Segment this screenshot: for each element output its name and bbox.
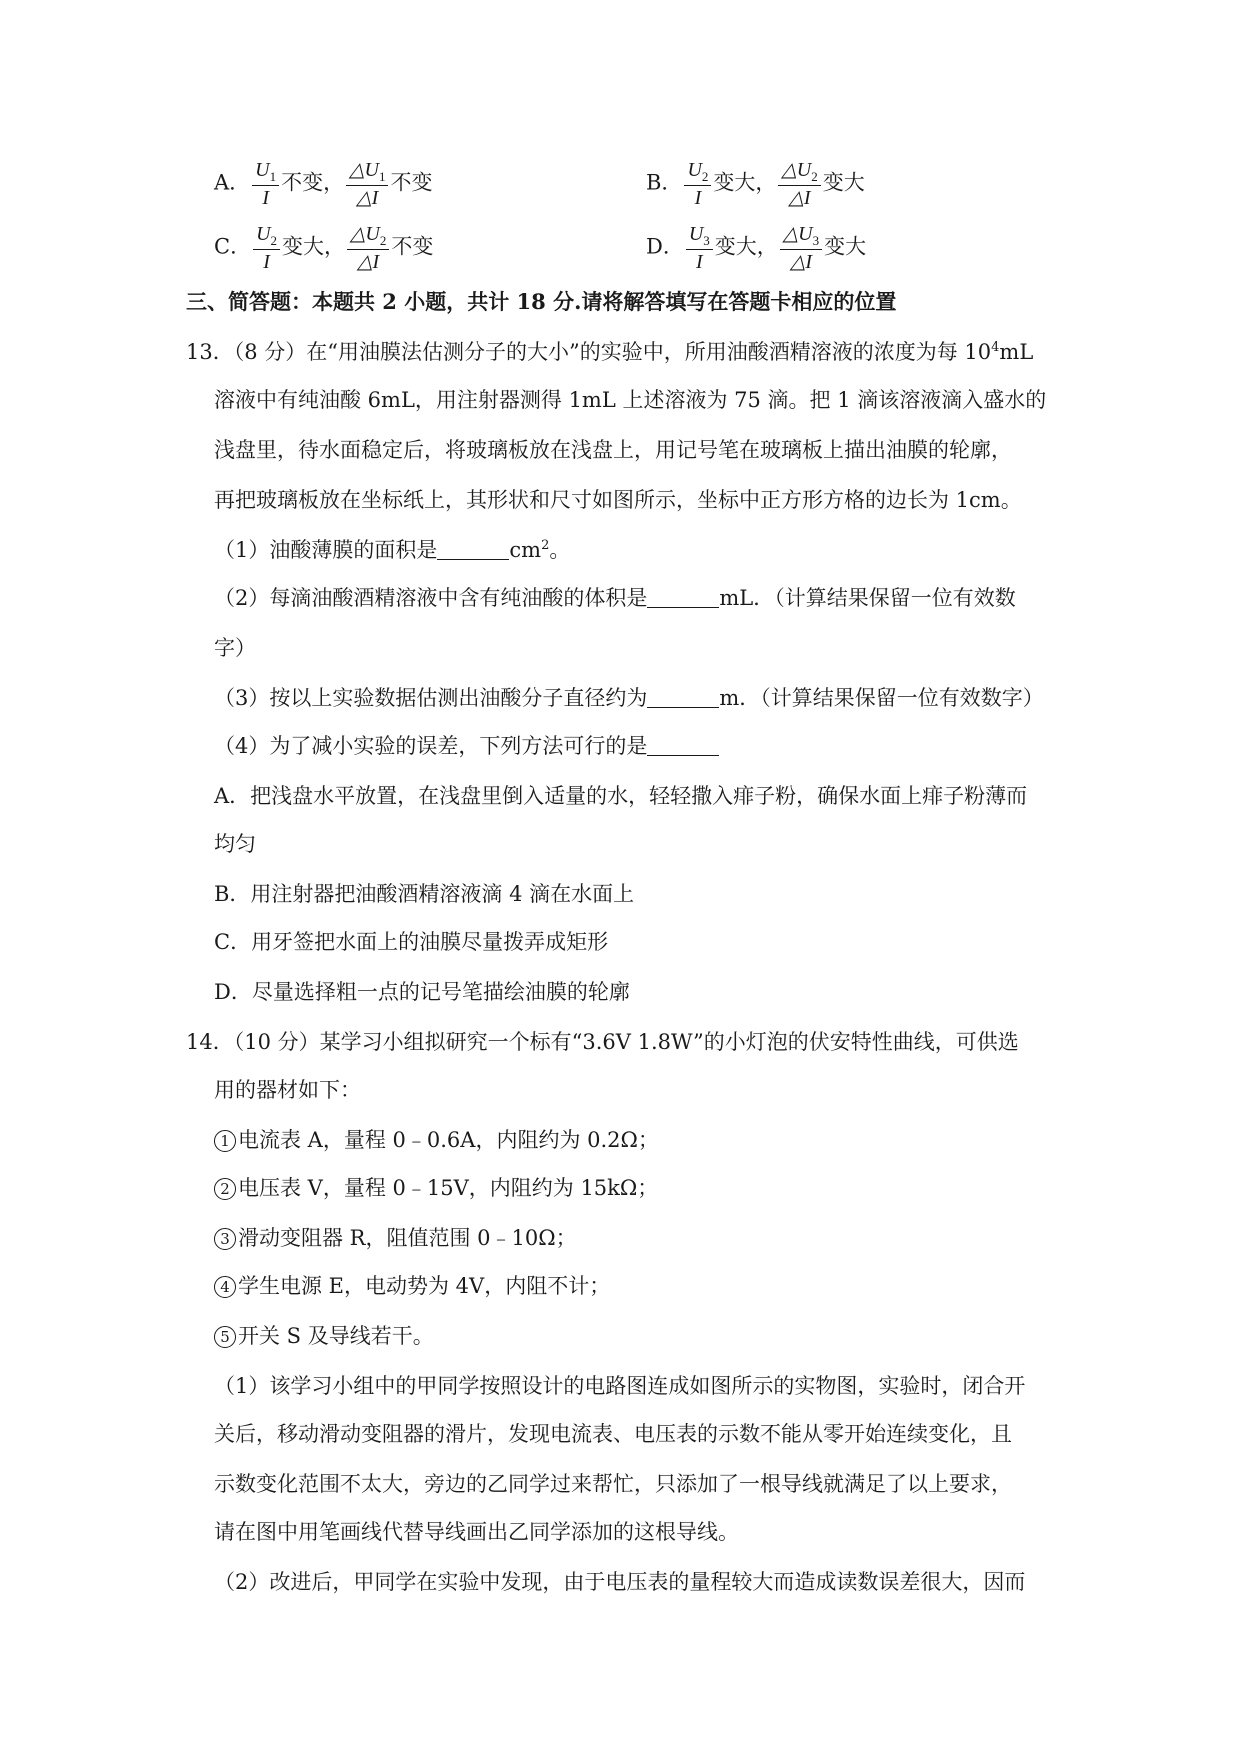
option-letter: D． xyxy=(646,234,684,259)
option-text: 变大， xyxy=(282,234,346,259)
circled-number: 3 xyxy=(214,1228,236,1250)
circled-number: 2 xyxy=(214,1178,236,1200)
section-heading: 三、简答题：本题共 2 小题，共计 18 分.请将解答填写在答题卡相应的位置 xyxy=(186,289,897,314)
fraction: $\frac{\triangle U_2}{\triangle I}$ xyxy=(778,160,820,208)
q13-part3: （3）按以上实验数据估测出油酸分子直径约为 m．（计算结果保留一位有效数字） xyxy=(214,686,1044,710)
q14-part1-line1: （1）该学习小组中的甲同学按照设计的电路图连成如图所示的实物图，实验时，闭合开 xyxy=(214,1374,1026,1398)
q14-part2-line1: （2）改进后，甲同学在实验中发现，由于电压表的量程较大而造成读数误差很大，因而 xyxy=(214,1570,1026,1594)
equipment-item: 2 电压表 V，量程 0﹣15V，内阻约为 15kΩ； xyxy=(214,1174,658,1202)
option-letter: A． xyxy=(214,170,251,195)
q13-part1: （1）油酸薄膜的面积是 $cm^2$。 xyxy=(214,538,571,562)
option-text: 变大 xyxy=(822,170,865,195)
option-a xyxy=(214,160,432,208)
answer-blank[interactable] xyxy=(647,735,719,756)
circled-number: 5 xyxy=(214,1326,236,1348)
q13-stem-line2: 溶液中有纯油酸 6mL，用注射器测得 1mL 上述溶液为 75 滴。把 1 滴该溶液滴入盛水的 xyxy=(214,388,1047,412)
fraction: $\frac{U_2}{I}$ xyxy=(684,160,711,208)
equipment-item: 1 电流表 A，量程 0﹣0.6A，内阻约为 0.2Ω； xyxy=(214,1126,659,1154)
equipment-item: 4 学生电源 E，电动势为 4V，内阻不计； xyxy=(214,1272,610,1300)
q14-part1-line2: 关后，移动滑动变阻器的滑片，发现电流表、电压表的示数不能从零开始连续变化，且 xyxy=(214,1422,1012,1446)
q14-part1-line3: 示数变化范围不太大，旁边的乙同学过来帮忙，只添加了一根导线就满足了以上要求， xyxy=(214,1472,1012,1496)
fraction: $\frac{\triangle U_3}{\triangle I}$ xyxy=(780,224,822,272)
q13-option-a: A．把浅盘水平放置，在浅盘里倒入适量的水，轻轻撒入痱子粉，确保水面上痱子粉薄而 xyxy=(214,784,1028,808)
q14-stem-line1: 14．（10 分）某学习小组拟研究一个标有“3.6V 1.8W”的小灯泡的伏安特性曲线，可供选 xyxy=(186,1030,1019,1054)
circled-number: 4 xyxy=(214,1276,236,1298)
q13-stem-line4: 再把玻璃板放在坐标纸上，其形状和尺寸如图所示，坐标中正方形方格的边长为 1cm。 xyxy=(214,488,1022,512)
fraction: $\frac{U_3}{I}$ xyxy=(686,224,713,272)
q13-option-d: D．尽量选择粗一点的记号笔描绘油膜的轮廓 xyxy=(214,980,630,1004)
equipment-item: 3 滑动变阻器 R，阻值范围 0﹣10Ω； xyxy=(214,1224,577,1252)
option-text: 变大， xyxy=(713,170,777,195)
q13-part4: （4）为了减小实验的误差，下列方法可行的是 xyxy=(214,732,719,760)
option-b xyxy=(646,160,865,208)
option-text: 不变， xyxy=(281,170,345,195)
option-text: 变大 xyxy=(824,234,867,259)
q13-option-b: B．用注射器把油酸酒精溶液滴 4 滴在水面上 xyxy=(214,882,635,906)
option-text: 变大， xyxy=(714,234,778,259)
option-d xyxy=(646,224,866,272)
circled-number: 1 xyxy=(214,1130,236,1152)
option-text: 不变 xyxy=(391,234,434,259)
fraction: $\frac{U_2}{I}$ xyxy=(253,224,280,272)
fraction: $\frac{\triangle U_1}{\triangle I}$ xyxy=(346,160,388,208)
q14-part1-line4: 请在图中用笔画线代替导线画出乙同学添加的这根导线。 xyxy=(214,1520,739,1544)
q13-stem-line3: 浅盘里，待水面稳定后，将玻璃板放在浅盘上，用记号笔在玻璃板上描出油膜的轮廓， xyxy=(214,438,1012,462)
q14-stem-line2: 用的器材如下： xyxy=(214,1078,361,1102)
q13-part2-cont: 字） xyxy=(214,636,256,660)
option-letter: B． xyxy=(646,170,683,195)
option-letter: C． xyxy=(214,234,252,259)
q13-option-c: C．用牙签把水面上的油膜尽量拨弄成矩形 xyxy=(214,930,609,954)
q13-part2: （2）每滴油酸酒精溶液中含有纯油酸的体积是 mL．（计算结果保留一位有效数 xyxy=(214,586,1016,610)
option-text: 不变 xyxy=(390,170,433,195)
fraction: $\frac{U_1}{I}$ xyxy=(252,160,279,208)
fraction: $\frac{\triangle U_2}{\triangle I}$ xyxy=(347,224,389,272)
equipment-item: 5 开关 S 及导线若干。 xyxy=(214,1322,434,1350)
q13-option-a-cont: 均匀 xyxy=(214,832,256,856)
answer-blank[interactable] xyxy=(647,587,719,608)
answer-blank[interactable] xyxy=(647,687,719,708)
answer-blank[interactable] xyxy=(437,539,509,560)
q13-stem-line1: 13．（8 分）在“用油膜法估测分子的大小”的实验中，所用油酸酒精溶液的浓度为每 $10^4mL$ xyxy=(186,340,1034,364)
option-c xyxy=(214,224,433,272)
